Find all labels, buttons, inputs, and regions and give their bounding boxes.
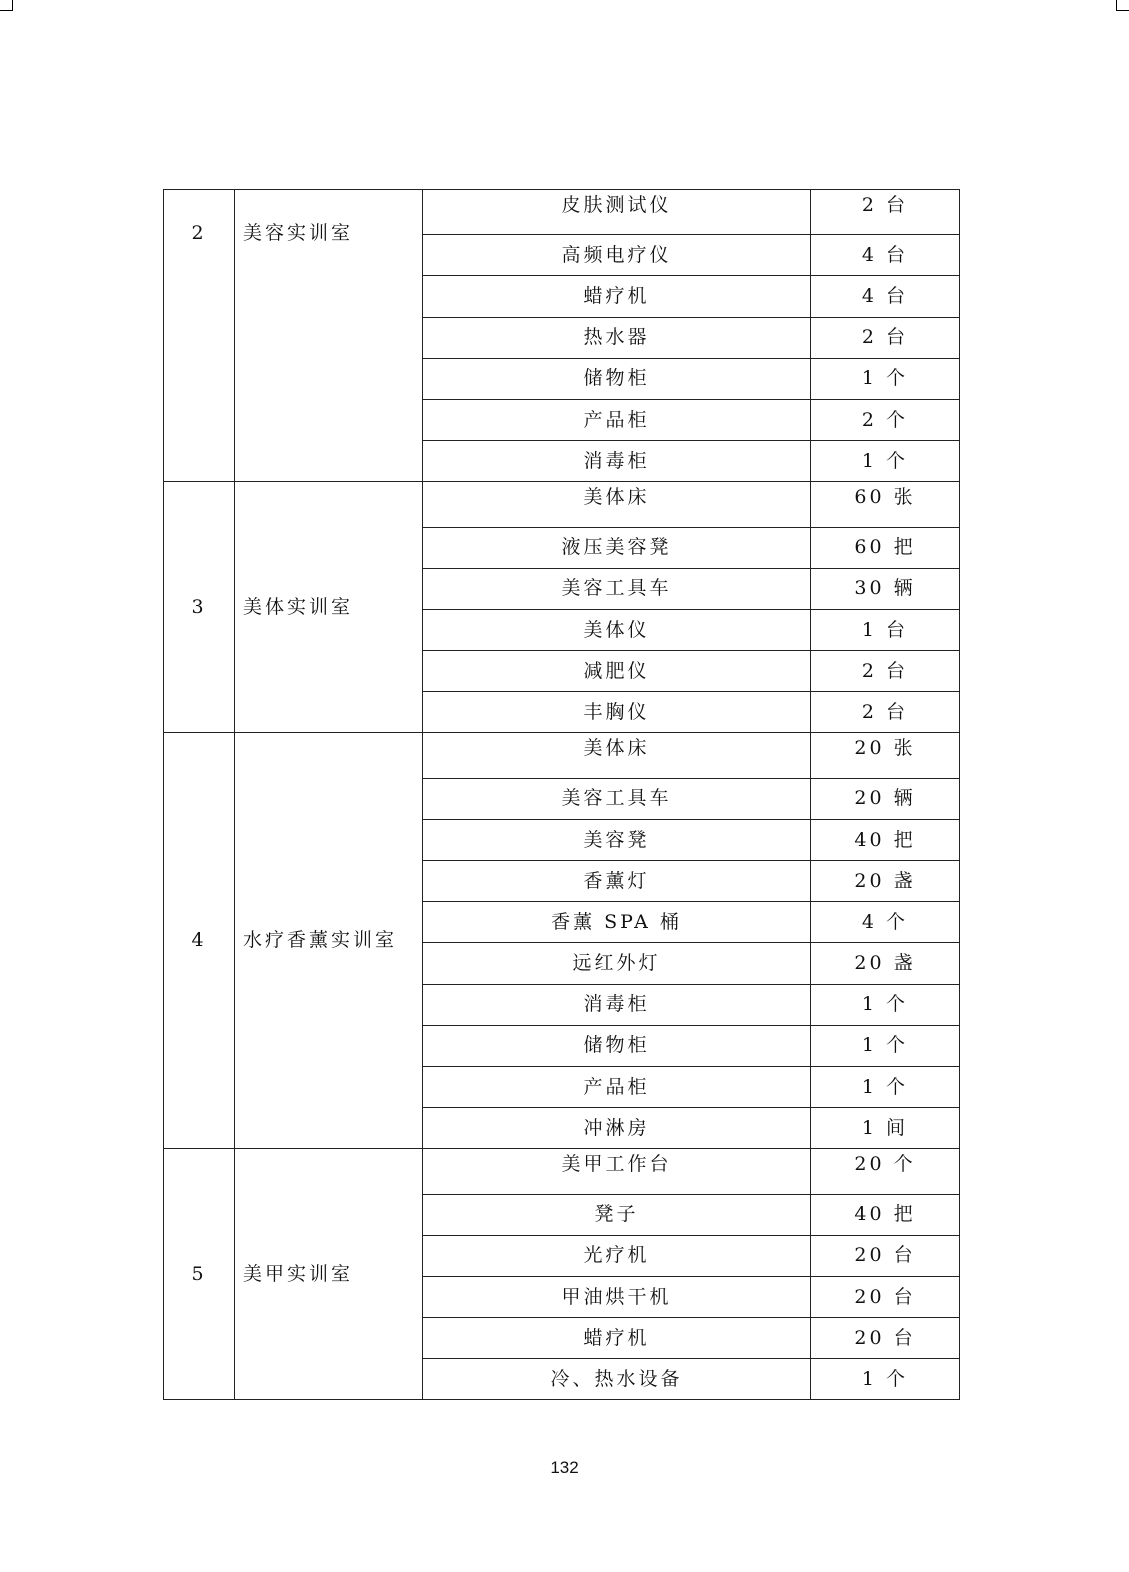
- equipment-name-cell: 美体床: [423, 733, 811, 778]
- equipment-name-cell: 甲油烘干机: [423, 1276, 811, 1317]
- crop-mark-top-left-h: [0, 10, 12, 11]
- equipment-name-cell: 香薰灯: [423, 861, 811, 902]
- equipment-name-cell: 美甲工作台: [423, 1149, 811, 1194]
- room-name-cell: 水疗香薰实训室: [235, 733, 423, 1149]
- equipment-name-cell: 冷、热水设备: [423, 1359, 811, 1400]
- table-row: [164, 190, 960, 235]
- equipment-table: [163, 189, 960, 1400]
- quantity-cell: 1 间: [811, 1108, 960, 1149]
- crop-mark-top-right-v: [1116, 0, 1117, 11]
- row-number-cell: 4: [164, 733, 235, 1149]
- room-name-cell: 美体实训室: [235, 482, 423, 733]
- equipment-name-cell: 美体仪: [423, 609, 811, 650]
- quantity-cell: 1 个: [811, 441, 960, 482]
- quantity-cell: 1 个: [811, 358, 960, 399]
- quantity-cell: 20 盏: [811, 861, 960, 902]
- quantity-cell: 20 台: [811, 1276, 960, 1317]
- quantity-cell: 1 个: [811, 984, 960, 1025]
- quantity-cell: 2 台: [811, 190, 960, 235]
- equipment-name-cell: 产品柜: [423, 1066, 811, 1107]
- table-row: [164, 1149, 960, 1194]
- quantity-cell: 1 个: [811, 1025, 960, 1066]
- quantity-cell: 4 台: [811, 276, 960, 317]
- equipment-name-cell: 冲淋房: [423, 1108, 811, 1149]
- equipment-name-cell: 液压美容凳: [423, 527, 811, 568]
- equipment-name-cell: 消毒柜: [423, 441, 811, 482]
- equipment-name-cell: 皮肤测试仪: [423, 190, 811, 235]
- equipment-name-cell: 美容凳: [423, 819, 811, 860]
- page-number: 132: [550, 1458, 579, 1477]
- quantity-cell: 20 个: [811, 1149, 960, 1194]
- equipment-name-cell: 储物柜: [423, 1025, 811, 1066]
- equipment-name-cell: 香薰 SPA 桶: [423, 902, 811, 943]
- row-number-cell: 3: [164, 482, 235, 733]
- row-number-cell: 5: [164, 1149, 235, 1400]
- quantity-cell: 20 台: [811, 1318, 960, 1359]
- quantity-cell: 4 台: [811, 235, 960, 276]
- equipment-name-cell: 消毒柜: [423, 984, 811, 1025]
- quantity-cell: 20 辆: [811, 778, 960, 819]
- quantity-cell: 20 盏: [811, 943, 960, 984]
- equipment-name-cell: 蜡疗机: [423, 1318, 811, 1359]
- quantity-cell: 60 把: [811, 527, 960, 568]
- quantity-cell: 2 台: [811, 692, 960, 733]
- equipment-name-cell: 美容工具车: [423, 568, 811, 609]
- quantity-cell: 4 个: [811, 902, 960, 943]
- equipment-name-cell: 高频电疗仪: [423, 235, 811, 276]
- equipment-name-cell: 美容工具车: [423, 778, 811, 819]
- room-name-cell: 美容实训室: [235, 190, 423, 482]
- equipment-name-cell: 美体床: [423, 482, 811, 527]
- crop-mark-top-right-h: [1116, 10, 1129, 11]
- quantity-cell: 1 台: [811, 609, 960, 650]
- equipment-name-cell: 丰胸仪: [423, 692, 811, 733]
- equipment-name-cell: 储物柜: [423, 358, 811, 399]
- equipment-name-cell: 产品柜: [423, 399, 811, 440]
- equipment-name-cell: 蜡疗机: [423, 276, 811, 317]
- quantity-cell: 2 台: [811, 651, 960, 692]
- equipment-name-cell: 凳子: [423, 1194, 811, 1235]
- equipment-name-cell: 光疗机: [423, 1235, 811, 1276]
- quantity-cell: 2 个: [811, 399, 960, 440]
- crop-mark-top-left-v: [12, 0, 13, 11]
- equipment-name-cell: 减肥仪: [423, 651, 811, 692]
- quantity-cell: 60 张: [811, 482, 960, 527]
- quantity-cell: 1 个: [811, 1359, 960, 1400]
- quantity-cell: 2 台: [811, 317, 960, 358]
- table-row: [164, 482, 960, 527]
- quantity-cell: 40 把: [811, 819, 960, 860]
- quantity-cell: 1 个: [811, 1066, 960, 1107]
- room-name-cell: 美甲实训室: [235, 1149, 423, 1400]
- quantity-cell: 40 把: [811, 1194, 960, 1235]
- equipment-name-cell: 热水器: [423, 317, 811, 358]
- quantity-cell: 30 辆: [811, 568, 960, 609]
- row-number-cell: 2: [164, 190, 235, 482]
- quantity-cell: 20 台: [811, 1235, 960, 1276]
- quantity-cell: 20 张: [811, 733, 960, 778]
- table-row: [164, 733, 960, 778]
- equipment-name-cell: 远红外灯: [423, 943, 811, 984]
